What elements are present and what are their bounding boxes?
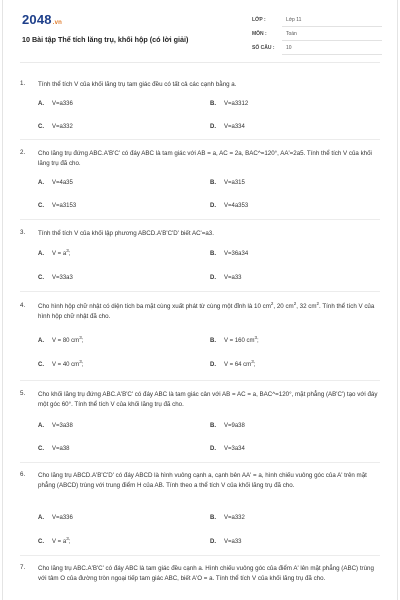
answer-option-d[interactable] — [210, 539, 242, 545]
answer-option-d[interactable] — [210, 359, 256, 368]
meta-key: SỐ CÂU : — [252, 45, 275, 51]
answer-option-a[interactable] — [38, 423, 73, 429]
answer-option-b[interactable] — [210, 180, 245, 186]
option-letter: A. — [38, 423, 44, 429]
question-number: 6. — [20, 471, 26, 478]
answer-option-b[interactable] — [210, 101, 248, 107]
stem-superscript: 2 — [293, 300, 297, 306]
meta-value: Toán — [286, 31, 297, 37]
option-letter: C. — [38, 124, 44, 130]
option-letter: D. — [210, 539, 216, 545]
answer-option-a[interactable] — [38, 335, 84, 344]
option-superscript: 3 — [66, 248, 69, 253]
option-superscript: 3 — [251, 359, 254, 364]
option-letter: C. — [38, 203, 44, 209]
option-text: V=36a34 — [224, 251, 249, 257]
option-letter: B. — [210, 180, 216, 186]
option-letter: B. — [210, 101, 216, 107]
answer-option-d[interactable] — [210, 446, 245, 452]
answer-option-a[interactable] — [38, 515, 73, 521]
meta-underline — [282, 40, 382, 41]
answer-option-c[interactable] — [38, 275, 73, 281]
option-letter: A. — [38, 101, 44, 107]
option-suffix: ; — [81, 362, 84, 368]
option-letter: C. — [38, 539, 44, 545]
question-stem: Cho khối lăng trụ đứng ABC.A'B'C' có đáy ABC là tam giác cân với AB = AC = a, BAC^=120°, mặt phẳng (AB'C') tạo với đáy một góc 60°. Tính thể tích V của khối lăng trụ đã cho. — [38, 391, 378, 408]
option-text: V=a33 — [224, 275, 242, 281]
question-stem: Cho lăng trụ ABC.A'B'C' có đáy ABC là tam giác đều cạnh a. Hình chiếu vuông góc của điểm A' lên mặt phẳng (ABC) trùng với tâm O của đường tròn ngoại tiếp tam giác ABC, biết A'O = a. Tính thể tích V của khối lăng trụ đã cho. — [38, 565, 374, 582]
question-stem: Cho lăng trụ ABCD.A'B'C'D' có đáy ABCD là hình vuông cạnh a, cạnh bên AA' = a, hình chiếu vuông góc của A' trên mặt phẳng (ABCD) trùng với trung điểm H của AB. Tính theo a thể tích V của khối lăng trụ đã cho. — [38, 472, 367, 489]
option-letter: B. — [210, 515, 216, 521]
option-letter: B. — [210, 251, 216, 257]
option-letter: A. — [38, 338, 44, 344]
answer-option-b[interactable] — [210, 515, 245, 521]
option-text: V = 80 cm — [52, 338, 80, 344]
question-divider — [20, 291, 380, 292]
option-text: V=a336 — [52, 101, 73, 107]
question-stem: Cho lăng trụ đứng ABC.A'B'C' có đáy ABC là tam giác với AB = a, AC = 2a, BAC^=120°, AA'=2a5. Tính thể tích V của khối lăng trụ đã cho. — [38, 150, 372, 167]
option-letter: D. — [210, 203, 216, 209]
answer-option-c[interactable] — [38, 124, 73, 130]
option-letter: D. — [210, 275, 216, 281]
option-suffix: ; — [253, 362, 256, 368]
answer-option-b[interactable] — [210, 335, 259, 344]
option-text: V=a332 — [224, 515, 245, 521]
answer-option-d[interactable] — [210, 203, 248, 209]
option-superscript: 3 — [79, 335, 82, 340]
option-letter: C. — [38, 446, 44, 452]
page-border-right — [397, 0, 398, 600]
option-text: V=4a353 — [224, 203, 249, 209]
meta-value: Lớp 11 — [286, 17, 302, 23]
question-number: 1. — [20, 80, 26, 87]
option-text: V=a334 — [224, 124, 245, 130]
stem-text: , 20 cm — [273, 303, 294, 310]
option-text: V = 64 cm — [224, 362, 252, 368]
option-letter: B. — [210, 423, 216, 429]
stem-text: . Tính thể tích V của hình hộp chữ nhật đã cho. — [38, 303, 375, 320]
question-number: 3. — [20, 229, 26, 236]
option-suffix: ; — [257, 338, 259, 344]
meta-underline — [282, 26, 382, 27]
meta-key: MÔN : — [252, 31, 267, 37]
option-text: V=4a35 — [52, 180, 73, 186]
option-text: V=a38 — [52, 446, 70, 452]
meta-value: 10 — [286, 45, 292, 51]
option-text: V=a3312 — [224, 101, 249, 107]
option-text: V=3a34 — [224, 446, 245, 452]
question-stem: Tính thể tích V của khối lập phương ABCD.A'B'C'D' biết AC'=a3. — [38, 230, 214, 237]
option-text: V=a315 — [224, 180, 245, 186]
site-logo[interactable] — [22, 12, 62, 27]
answer-option-c[interactable] — [38, 446, 70, 452]
option-letter: C. — [38, 275, 44, 281]
logo-main: 2048 — [22, 12, 52, 27]
option-text: V=9a38 — [224, 423, 245, 429]
question-stem: Tính thể tích V của khối lăng trụ tam giác đều có tất cả các cạnh bằng a. — [38, 81, 237, 88]
option-text: V = a — [52, 251, 67, 257]
option-letter: D. — [210, 446, 216, 452]
option-suffix: ; — [81, 338, 84, 344]
answer-option-a[interactable] — [38, 101, 73, 107]
option-text: V=a33 — [224, 539, 242, 545]
option-letter: B. — [210, 338, 216, 344]
option-text: V = a — [52, 539, 67, 545]
meta-underline — [282, 54, 382, 55]
option-letter: A. — [38, 180, 44, 186]
answer-option-d[interactable] — [210, 275, 242, 281]
option-text: V=33a3 — [52, 275, 73, 281]
stem-text: Cho hình hộp chữ nhật có diện tích ba mặt cùng xuất phát từ cùng một đỉnh là 10 cm — [38, 303, 271, 310]
answer-option-d[interactable] — [210, 124, 245, 130]
option-text: V=a336 — [52, 515, 73, 521]
option-text: V=a3153 — [52, 203, 77, 209]
option-text: V = 40 cm — [52, 362, 80, 368]
stem-text: , 32 cm — [296, 303, 317, 310]
answer-option-c[interactable] — [38, 359, 84, 368]
question-divider — [20, 380, 380, 381]
option-letter: A. — [38, 251, 44, 257]
answer-option-b[interactable] — [210, 251, 248, 257]
header-divider — [20, 62, 380, 63]
answer-option-b[interactable] — [210, 423, 245, 429]
page-border-left — [2, 0, 3, 600]
question-number: 4. — [20, 302, 26, 309]
question-divider — [20, 462, 380, 463]
option-superscript: 3 — [66, 536, 69, 541]
answer-option-a[interactable] — [38, 180, 73, 186]
option-letter: A. — [38, 515, 44, 521]
stem-superscript: 2 — [316, 300, 320, 306]
document-title: 10 Bài tập Thể tích lăng trụ, khối hộp (có lời giải) — [22, 35, 189, 44]
question-number: 5. — [20, 390, 26, 397]
option-superscript: 3 — [79, 359, 82, 364]
meta-key: LỚP : — [252, 17, 266, 23]
option-letter: D. — [210, 362, 216, 368]
option-text: V = 160 cm — [224, 338, 255, 344]
question-number: 2. — [20, 149, 26, 156]
option-text: V=a332 — [52, 124, 73, 130]
question-divider — [20, 139, 380, 140]
option-letter: D. — [210, 124, 216, 130]
question-number: 7. — [20, 564, 26, 571]
question-divider — [20, 219, 380, 220]
stem-superscript: 2 — [270, 300, 274, 306]
option-superscript: 3 — [254, 335, 258, 340]
option-text: V=3a38 — [52, 423, 73, 429]
option-letter: C. — [38, 362, 44, 368]
option-suffix: ; — [68, 539, 71, 545]
question-stem — [38, 302, 382, 322]
logo-domain: .vn — [52, 20, 63, 26]
answer-option-c[interactable] — [38, 203, 76, 209]
question-divider — [20, 555, 380, 556]
answer-option-c[interactable] — [38, 536, 71, 545]
option-suffix: ; — [68, 251, 71, 257]
answer-option-a[interactable] — [38, 248, 71, 257]
